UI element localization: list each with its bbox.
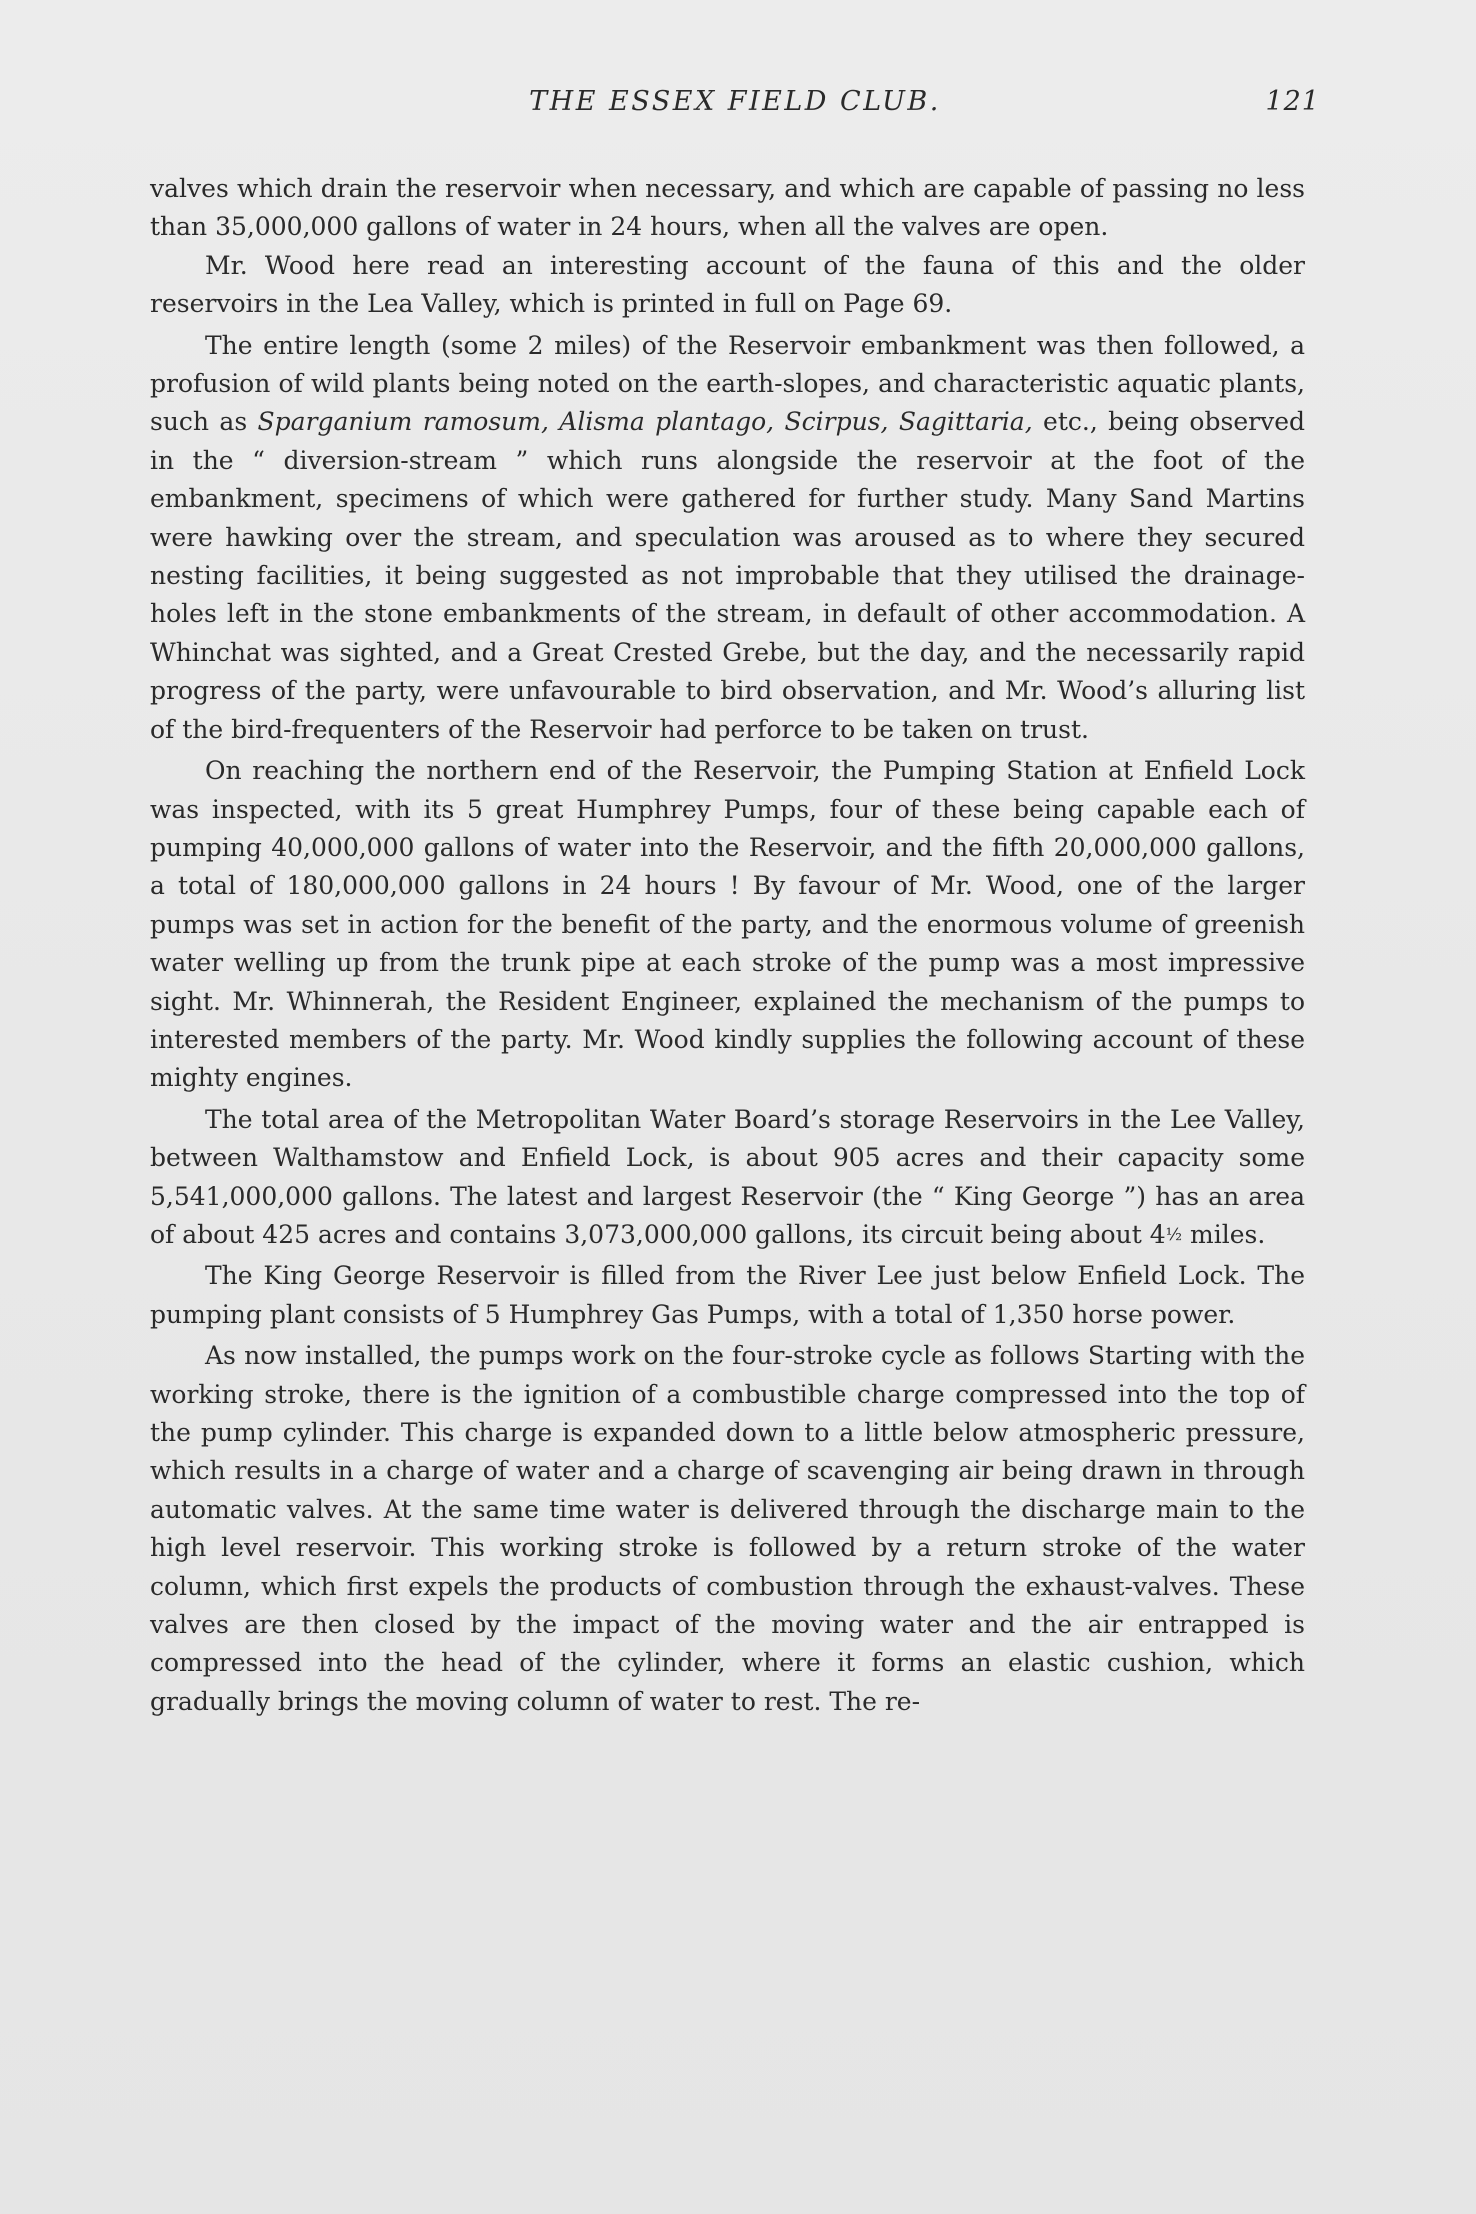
running-head <box>150 86 1320 126</box>
body-text <box>150 170 1305 1721</box>
paragraph-pumping-station: On reaching the northern end of the Reservoir, the Pumping Station at Enfield Lock was inspected, with its 5 great Humphrey Pumps, four of these being capable each of pumping 40,000,000 gallons of water into the Reservoir, and the fifth 20,000,000 gallons, a total of 180,000,000 gallons in 24 hours ! By favour of Mr. Wood, one of the larger pumps was set in action for the benefit of the party, and the enormous volume of greenish water welling up from the trunk pipe at each stroke of the pump was a most impressive sight. Mr. Whinnerah, the Resident Engineer, explained the mechanism of the pumps to interested members of the party. Mr. Wood kindly supplies the following account of these mighty engines. <box>150 756 1305 1093</box>
page-number: 121 <box>1265 86 1320 117</box>
paragraph-pumping-plant: The King George Reservoir is filled from the River Lee just below Enfield Lock. The pumping plant consists of 5 Humphrey Gas Pumps, with a total of 1,350 horse power. <box>150 1261 1305 1329</box>
paragraph-valves: valves which drain the reservoir when necessary, and which are capable of passing no less than 35,000,000 gallons of water in 24 hours, when all the valves are open. <box>150 174 1305 242</box>
paragraph-fauna-account: Mr. Wood here read an interesting account of the fauna of this and the older reservoirs in the Lea Valley, which is printed in full on Page 69. <box>150 250 1305 319</box>
paragraph-text: The entire length (some 2 miles) of the Reservoir embankment was then followed, a profusion of wild plants being noted on the earth-slopes, and characteristic aquatic plants, such as <box>150 330 1305 437</box>
species-names: Sparganium ramosum, Alisma plantago, Scirpus, Sagittaria, <box>257 407 1033 437</box>
paragraph-text: The total area of the Metropolitan Water Board’s storage Reservoirs in the Lee Valley, between Walthamstow and Enfield Lock, is about 905 acres and their capacity some 5,541,000,000 gallons. The latest and largest Reservoir (the “ King George ”) has an area of about 425 acres and contains 3,073,000,000 gallons, its circuit being about 4 <box>150 1104 1305 1249</box>
paragraph-reservoir-area <box>150 1101 1305 1255</box>
paragraph-text: etc., being observed in the “ diversion-stream ” which runs alongside the reservoir at the foot of the embankment, specimens of which were gathered for further study. Many Sand Martins were hawking over the stream, and speculation was aroused as to where they secured nesting facilities, it being suggested as not improbable that they utilised the drainage-holes left in the stone embankments of the stream, in default of other accommodation. A Whinchat was sighted, and a Great Crested Grebe, but the day, and the necessarily rapid progress of the party, were unfavourable to bird observation, and Mr. Wood’s alluring list of the bird-frequenters of the Reservoir had perforce to be taken on trust. <box>150 407 1305 744</box>
paragraph-text: miles. <box>1182 1219 1266 1249</box>
paragraph-four-stroke-cycle: As now installed, the pumps work on the four-stroke cycle as follows Starting with the working stroke, there is the ignition of a combustible charge compressed into the top of the pump cylinder. This charge is expanded down to a little below atmospheric pressure, which results in a charge of water and a charge of scavenging air being drawn in through automatic valves. At the same time water is delivered through the discharge main to the high level reservoir. This working stroke is followed by a return stroke of the water column, which first expels the products of combustion through the exhaust-valves. These valves are then closed by the impact of the moving water and the air entrapped is compressed into the head of the cylinder, where it forms an elastic cushion, which gradually brings the moving column of water to rest. The re- <box>150 1341 1305 1716</box>
paragraph-embankment-walk <box>150 327 1305 749</box>
running-title: THE ESSEX FIELD CLUB. <box>529 86 941 117</box>
fraction: ½ <box>1165 1224 1183 1245</box>
